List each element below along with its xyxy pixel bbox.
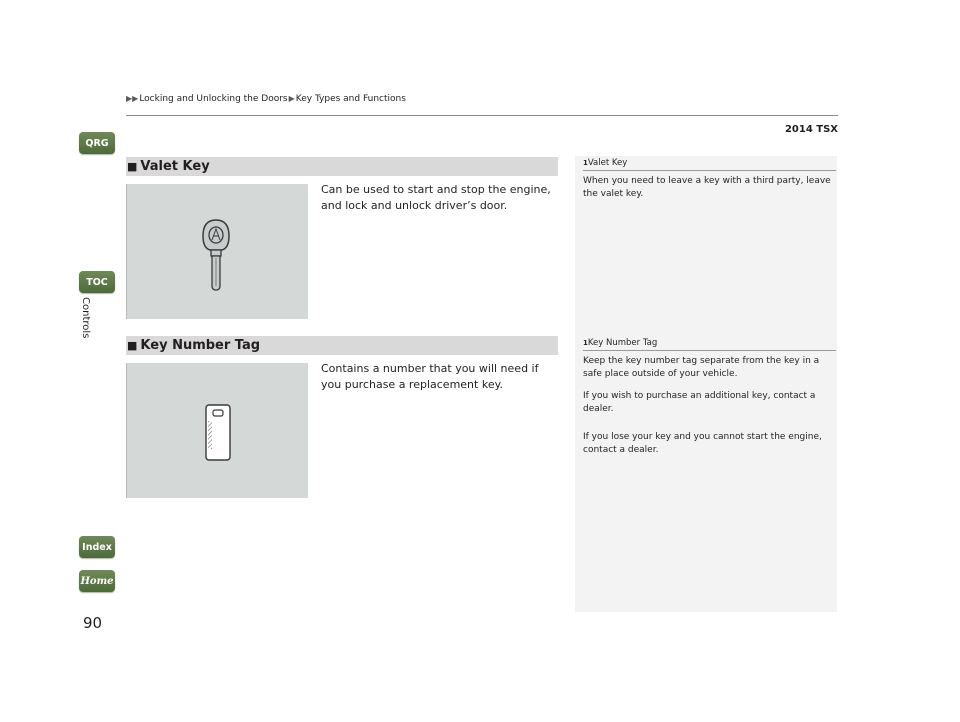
square-bullet-icon: ■ — [127, 339, 138, 352]
note-marker-icon: 1 — [583, 339, 588, 347]
note-divider — [583, 350, 836, 351]
note-divider — [583, 170, 836, 171]
double-arrow-icon: ▶▶ — [126, 94, 139, 103]
header-divider — [126, 115, 838, 116]
section-heading-key-number-tag — [126, 336, 558, 355]
home-button[interactable]: Home — [79, 570, 115, 592]
note-paragraph: When you need to leave a key with a third party, leave the valet key. — [583, 176, 831, 199]
section-tab-label: Controls — [80, 297, 91, 339]
square-bullet-icon: ■ — [127, 160, 138, 173]
note-title-key-number-tag: 1Key Number Tag — [583, 338, 658, 348]
section-heading-text: Key Number Tag — [140, 338, 261, 353]
note-paragraph: If you wish to purchase an additional key, contact a dealer. — [583, 391, 816, 414]
key-number-tag-illustration — [126, 363, 308, 498]
valet-key-illustration — [126, 184, 308, 319]
qrg-button[interactable]: QRG — [79, 132, 115, 154]
breadcrumb-link-1[interactable]: Locking and Unlocking the Doors — [139, 94, 288, 104]
note-marker-icon: 1 — [583, 159, 588, 167]
note-paragraph: Keep the key number tag separate from the key in a safe place outside of your vehicle. — [583, 356, 820, 379]
note-paragraph: If you lose your key and you cannot start the engine, contact a dealer. — [583, 432, 822, 455]
notes-panel — [575, 156, 837, 612]
key-number-tag-description: Contains a number that you will need if you purchase a replacement key. — [321, 362, 539, 391]
valet-key-icon — [127, 184, 308, 319]
page-number: 90 — [83, 614, 103, 632]
valet-key-description: Can be used to start and stop the engine, and lock and unlock driver’s door. — [321, 183, 551, 212]
model-label: 2014 TSX — [784, 124, 838, 135]
note-title-valet-key: 1Valet Key — [583, 158, 628, 168]
section-heading-text: Valet Key — [140, 159, 210, 174]
section-heading-valet-key — [126, 157, 558, 176]
breadcrumb-link-2[interactable]: Key Types and Functions — [295, 94, 406, 104]
key-tag-icon — [127, 363, 308, 498]
arrow-icon: ▶ — [288, 94, 295, 103]
breadcrumb — [126, 94, 406, 104]
index-button[interactable]: Index — [79, 536, 115, 558]
toc-button[interactable]: TOC — [79, 271, 115, 293]
